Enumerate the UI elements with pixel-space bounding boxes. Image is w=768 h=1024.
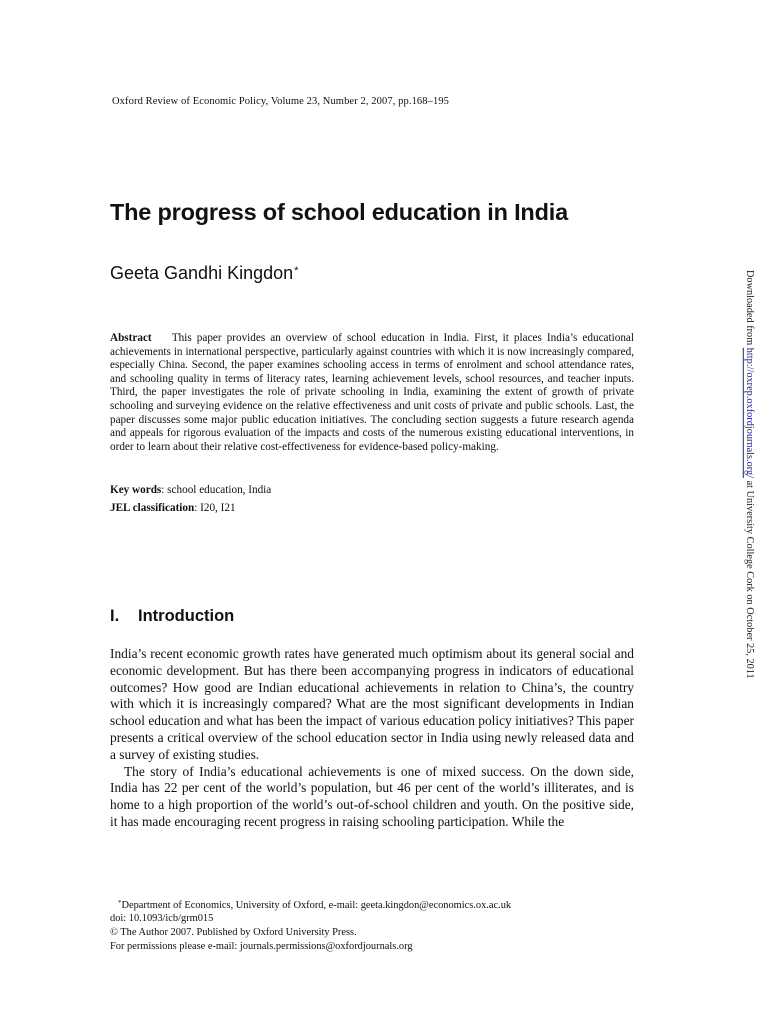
- abstract: [110, 332, 634, 454]
- section-title: Introduction: [138, 607, 235, 625]
- abstract-label: Abstract: [110, 332, 152, 344]
- keywords: [110, 484, 271, 496]
- section-heading: [110, 607, 234, 626]
- abstract-text: This paper provides an overview of school education in India. First, it places India’s educational achievements in international perspective, particularly against countries with which it is now increasingly compared, especially China. Second, the paper examines schooling access in terms of enrolment and school attendance rates, and schooling quality in terms of literacy rates, learning achievement levels, school resources, and teacher inputs. Third, the paper investigates the role of private schooling in India, examining the extent of growth of private schooling and surveying evidence on the relative effectiveness and unit costs of private and public schools. Last, the paper discusses some major public education initiatives. The concluding section suggests a future research agenda and appeals for rigorous evaluation of the impacts and costs of the numerous existing educational interventions, in order to learn about their relative cost-effectiveness for evidence-based policy-making.: [110, 332, 634, 453]
- download-watermark: Downloaded from http://oxrep.oxfordjournals.org/ at University College Cork on October 25, 2011: [744, 270, 755, 679]
- section-number: I.: [110, 607, 120, 625]
- footnote-marker: *: [118, 899, 122, 907]
- keywords-label: Key words: [110, 484, 162, 496]
- jel-label: JEL classification: [110, 502, 195, 514]
- keywords-value: : school education, India: [161, 484, 272, 496]
- permissions: For permissions please e-mail: journals.permissions@oxfordjournals.org: [110, 941, 413, 952]
- paragraph: India’s recent economic growth rates have generated much optimism about its general social and economic development. But has there been accompanying progress in indicators of educational outcomes? How good are Indian educational achievements in relation to China’s, the country with which it is increasingly compared? What are the most significant developments in Indian school education and what has been the impact of various education policy initiatives? This paper presents a critical overview of the school education sector in India using newly released data and a survey of existing studies.: [110, 646, 634, 762]
- jel-classification: [110, 502, 236, 514]
- introduction-body: [110, 646, 634, 831]
- doi: doi: 10.1093/icb/grm015: [110, 913, 214, 924]
- copyright: © The Author 2007. Published by Oxford University Press.: [110, 927, 357, 938]
- author-name: Geeta Gandhi Kingdon: [110, 263, 294, 283]
- footnote-affiliation: *Department of Economics, University of Oxford, e-mail: geeta.kingdon@economics.ox.ac.uk: [118, 899, 512, 911]
- journal-reference: Oxford Review of Economic Policy, Volume 23, Number 2, 2007, pp.168–195: [112, 96, 450, 107]
- journal-link[interactable]: http://oxrep.oxfordjournals.org/: [744, 347, 755, 479]
- author-line: [110, 263, 298, 284]
- author-footnote-marker: *: [294, 265, 299, 277]
- paragraph: The story of India’s educational achievements is one of mixed success. On the down side, India has 22 per cent of the world’s population, but 46 per cent of the world’s illiterates, and is home to a high proportion of the world’s out-of-school children and youth. On the positive side, it has made encouraging recent progress in raising schooling participation. While the: [110, 763, 634, 829]
- jel-value: : I20, I21: [194, 502, 236, 514]
- article-title: The progress of school education in India: [110, 199, 568, 225]
